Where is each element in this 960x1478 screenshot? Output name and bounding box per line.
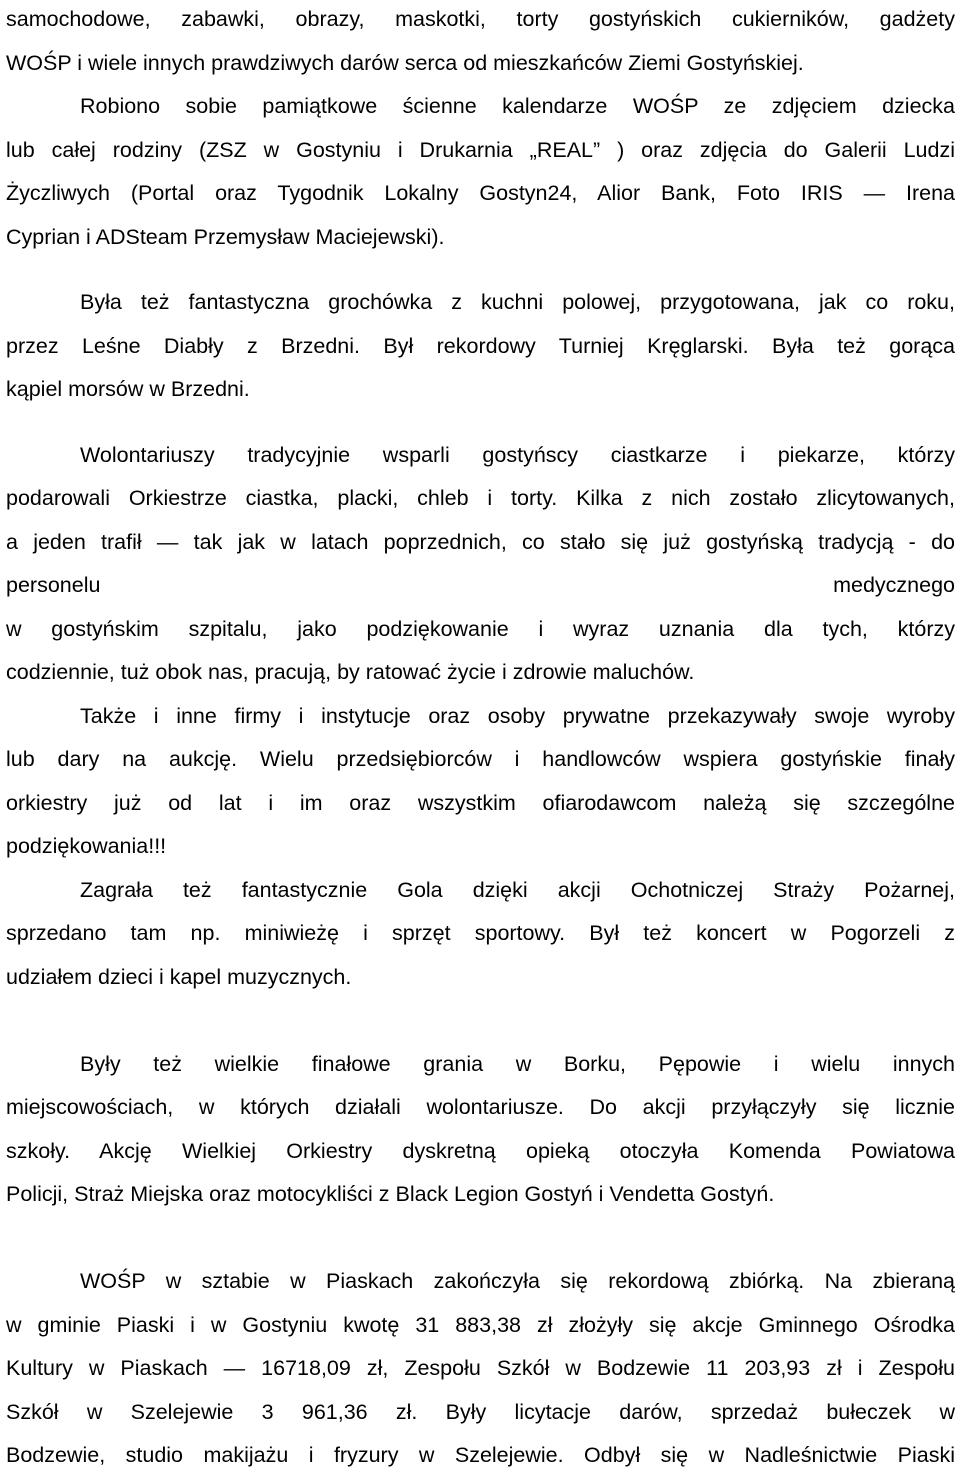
text-line: Cyprian i ADSteam Przemysław Maciejewski).	[6, 224, 445, 249]
text-line: Bodzewie, studio makijażu i fryzury w Szelejewie. Odbył się w Nadleśnictwie Piaski	[6, 1443, 955, 1467]
text-line: w gostyńskim szpitalu, jako podziękowanie i wyraz uznania dla tych, którzy	[6, 616, 955, 641]
text-line: Szkół w Szelejewie 3 961,36 zł. Były licytacje darów, sprzedaż bułeczek w	[6, 1399, 955, 1424]
text-line: Policji, Straż Miejska oraz motocykliści z Black Legion Gostyń i Vendetta Gostyń.	[6, 1182, 775, 1206]
text-line: szkoły. Akcję Wielkiej Orkiestry dyskretną opieką otoczyła Komenda Powiatowa	[6, 1138, 955, 1163]
paragraph-gap	[6, 412, 955, 434]
text-line: Także i inne firmy i instytucje oraz osoby prywatne przekazywały swoje wyroby	[80, 703, 955, 728]
text-line: Kultury w Piaskach — 16718,09 zł, Zespołu Szkół w Bodzewie 11 203,93 zł i Zespołu	[6, 1356, 955, 1380]
text-line: Była też fantastyczna grochówka z kuchni polowej, przygotowana, jak co roku,	[80, 290, 955, 314]
text-line: w gminie Piaski i w Gostyniu kwotę 31 883,38 zł złożyły się akcje Gminnego Ośrodka	[6, 1312, 955, 1337]
text-line: WOŚP w sztabie w Piaskach zakończyła się rekordową zbiórką. Na zbieraną	[80, 1269, 955, 1293]
paragraph-gap	[6, 999, 955, 1043]
document-page	[6, 0, 955, 1478]
text-line: personelu medycznego	[6, 573, 955, 597]
text-line: sprzedano tam np. miniwieżę i sprzęt sportowy. Był też koncert w Pogorzeli z	[6, 921, 955, 945]
text-line: przez Leśne Diabły z Brzedni. Był rekordowy Turniej Kręglarski. Była też gorąca	[6, 333, 955, 358]
text-line: lub całej rodziny (ZSZ w Gostyniu i Drukarnia „REAL” ) oraz zdjęcia do Galerii Ludzi	[6, 137, 955, 162]
text-line: miejscowościach, w których działali wolontariusze. Do akcji przyłączyły się licznie	[6, 1095, 955, 1119]
text-line: codziennie, tuż obok nas, pracują, by ratować życie i zdrowie maluchów.	[6, 660, 695, 684]
text-line: udziałem dzieci i kapel muzycznych.	[6, 964, 352, 989]
text-line: samochodowe, zabawki, obrazy, maskotki, torty gostyńskich cukierników, gadżety	[6, 7, 955, 31]
text-line: podziękowania!!!	[6, 834, 167, 858]
text-line: lub dary na aukcję. Wielu przedsiębiorców i handlowców wspiera gostyńskie finały	[6, 747, 955, 771]
paragraph-gap	[6, 259, 955, 281]
text-line: Życzliwych (Portal oraz Tygodnik Lokalny Gostyn24, Alior Bank, Foto IRIS — Irena	[6, 181, 955, 205]
text-line: Były też wielkie finałowe grania w Borku, Pępowie i wielu innych	[80, 1051, 955, 1076]
text-line: a jeden trafił — tak jak w latach poprzednich, co stało się już gostyńską tradycją - do	[6, 529, 955, 554]
text-line: WOŚP i wiele innych prawdziwych darów serca od mieszkańców Ziemi Gostyńskiej.	[6, 50, 804, 75]
text-line: Robiono sobie pamiątkowe ścienne kalendarze WOŚP ze zdjęciem dziecka	[80, 94, 955, 118]
text-line: Zagrała też fantastycznie Gola dzięki akcji Ochotniczej Straży Pożarnej,	[80, 877, 955, 902]
paragraph-gap	[6, 1217, 955, 1261]
text-line: kąpiel morsów w Brzedni.	[6, 377, 250, 401]
text-line: orkiestry już od lat i im oraz wszystkim ofiarodawcom należą się szczególne	[6, 790, 955, 815]
text-line: Wolontariuszy tradycyjnie wsparli gostyńscy ciastkarze i piekarze, którzy	[80, 442, 955, 467]
text-line: podarowali Orkiestrze ciastka, placki, chleb i torty. Kilka z nich zostało zlicytowanych,	[6, 486, 955, 510]
